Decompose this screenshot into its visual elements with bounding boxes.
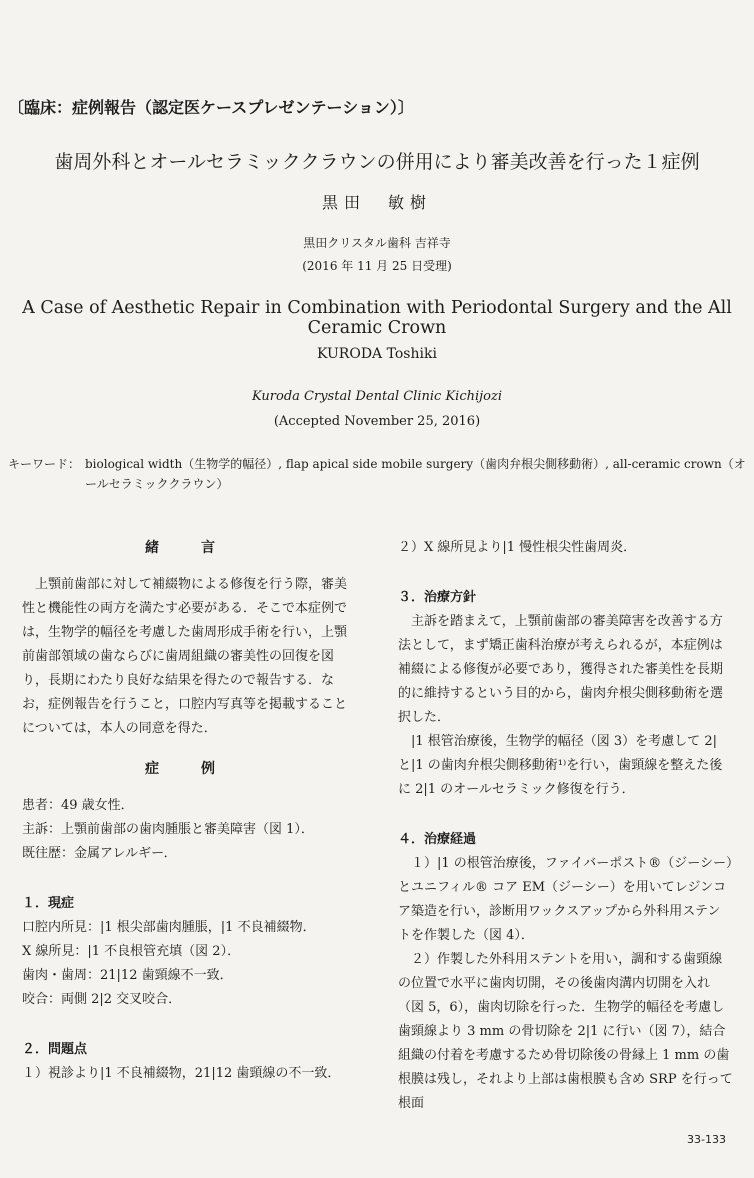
- keywords-label: キーワード：: [8, 457, 81, 471]
- patient-line: 患者：49 歳女性．: [22, 798, 134, 813]
- keywords-text: biological width（生物学的幅径）, flap apical side mobile surgery（歯肉弁根尖側移動術）, all-ceramic crown（オールセラミッククラウン）: [85, 457, 746, 491]
- treatment-plan-paragraph-1: 主訴を踏まえて，上顎前歯部の審美障害を改善する方法として，まず矯正歯科治療が考えられるが，本症例は補綴による修復が必要であり，獲得された審美性を長期的に維持するという目的から，歯肉弁根尖側移動術を選択した．: [398, 614, 724, 725]
- findings-heading: １．現症: [22, 896, 75, 911]
- treatment-course-heading: ４．治療経過: [398, 832, 477, 847]
- keywords-block: [8, 454, 748, 494]
- treatment-plan-paragraph-2: |1 根管治療後，生物学的幅径（図 3）を考慮して 2|と|1 の歯肉弁根尖側移動術¹⁾を行い，歯頸線を整えた後に 2|1 のオールセラミック修復を行う．: [398, 734, 723, 797]
- accepted-date-en: (Accepted November 25, 2016): [273, 414, 481, 429]
- treatment-plan-heading: ３．治療方針: [398, 590, 477, 605]
- treatment-course-paragraph-1: １）|1 の根管治療後，ファイバーポスト®（ジーシー）とユニフィル® コア EM（ジーシー）を用いてレジンコア築造を行い，診断用ワックスアップから外科用ステントを作製した（図 4）．: [398, 856, 733, 943]
- findings-line-3: 歯肉・歯周：21|12 歯頸線不一致．: [22, 968, 233, 983]
- article-category: 〔臨床：症例報告（認定医ケースプレゼンテーション）〕: [8, 98, 414, 117]
- author-name-en: KURODA Toshiki: [317, 346, 437, 362]
- findings-line-4: 咬合：両側 2|2 交叉咬合．: [22, 992, 182, 1007]
- treatment-course-paragraph-2: ２）作製した外科用ステントを用い，調和する歯頸線の位置で水平に歯肉切開，その後歯肉溝内切開を入れ（図 5，6），歯肉切除を行った．生物学的幅径を考慮し歯頸線より 3 mm の骨切除を 2|1 に行い（図 7），結合組織の付着を考慮するため骨切除後の骨縁上 1 mm の歯根膜は残し，それより上部は歯根膜も含め SRP を行って根面: [398, 952, 733, 1111]
- left-column: [22, 536, 352, 1086]
- complaint-line: 主訴：上顎前歯部の歯肉腫脹と審美障害（図 1）．: [22, 822, 314, 837]
- findings-line-2: X 線所見：|1 不良根管充填（図 2）．: [22, 944, 241, 959]
- affiliation-en: Kuroda Crystal Dental Clinic Kichijozi: [252, 389, 502, 404]
- right-column: [398, 536, 733, 1116]
- article-title-en: A Case of Aesthetic Repair in Combination with Periodontal Surgery and the All Ceramic Crown: [22, 298, 732, 338]
- history-line: 既往歴：金属アレルギー．: [22, 846, 177, 861]
- article-title-ja: 歯周外科とオールセラミッククラウンの併用により審美改善を行った１症例: [54, 151, 700, 173]
- affiliation-ja: 黒田クリスタル歯科 吉祥寺: [303, 236, 451, 250]
- author-name-ja: 黒田 敏樹: [321, 193, 432, 212]
- received-date-ja: (2016 年 11 月 25 日受理): [302, 259, 452, 273]
- problems-line-1: １）視診より|1 不良補綴物，21|12 歯頸線の不一致．: [22, 1066, 341, 1081]
- findings-line-1: 口腔内所見：|1 根尖部歯肉腫脹，|1 不良補綴物．: [22, 920, 316, 935]
- problems-line-2: ２）X 線所見より|1 慢性根尖性歯周炎．: [398, 540, 637, 555]
- intro-heading: 緒 言: [145, 540, 229, 556]
- page-number: 33-133: [687, 1133, 726, 1146]
- intro-paragraph: 上顎前歯部に対して補綴物による修復を行う際，審美性と機能性の両方を満たす必要がある．そこで本症例では，生物学的幅径を考慮した歯周形成手術を行い，上顎前歯部領域の歯ならびに歯周組織の審美性の回復を図り，長期にわたり良好な結果を得たので報告する．なお，症例報告を行うこと，口腔内写真等を掲載することについては，本人の同意を得た．: [22, 577, 348, 736]
- problems-heading: ２．問題点: [22, 1042, 88, 1057]
- case-heading: 症 例: [145, 761, 229, 777]
